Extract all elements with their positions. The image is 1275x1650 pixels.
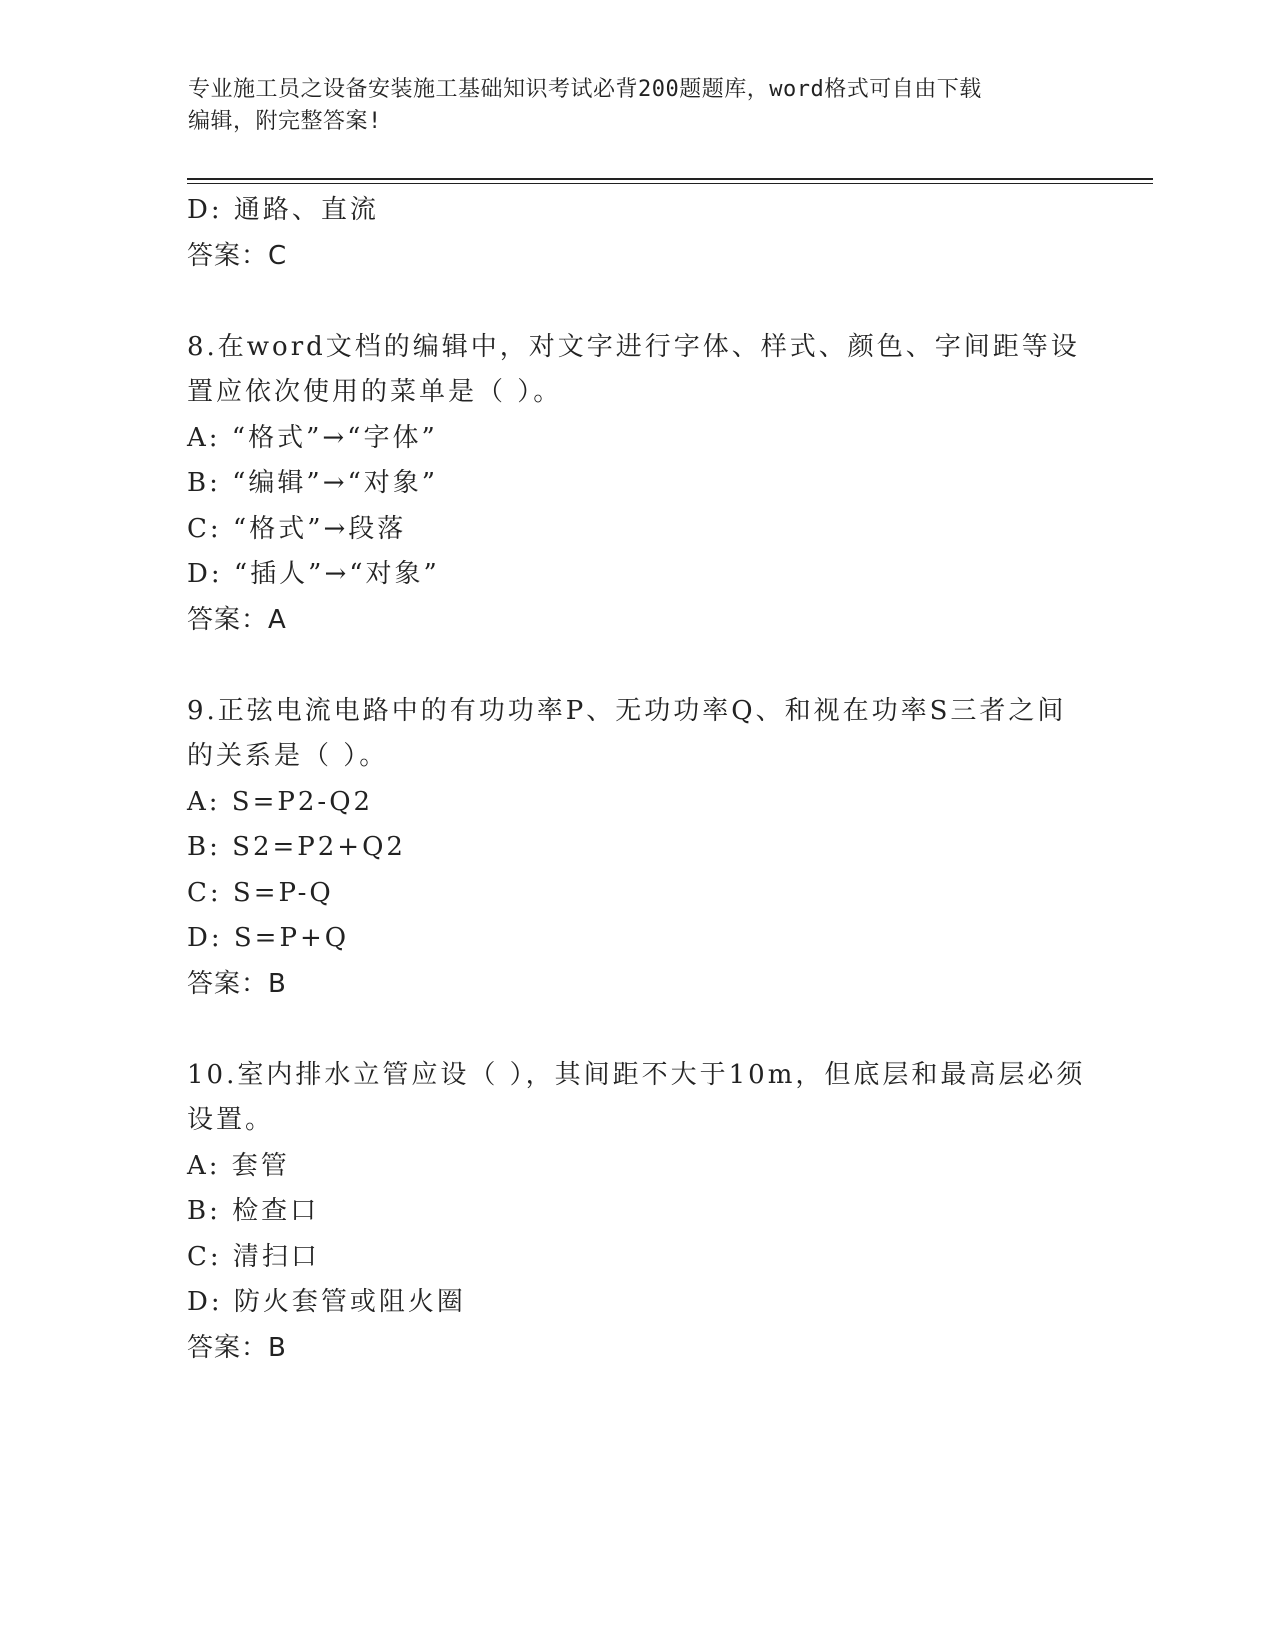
spacer xyxy=(187,279,1087,325)
header-divider-thick xyxy=(187,178,1153,180)
option-d: D: 防火套管或阻火圈 xyxy=(187,1287,466,1317)
answer-line: 答案：C xyxy=(187,240,288,271)
option-b: B: S2=P2+Q2 xyxy=(187,832,406,862)
question-8 xyxy=(187,325,1087,644)
option-b: B: 检查口 xyxy=(187,1196,320,1226)
question-stem-line-1: 8.在word文档的编辑中，对文字进行字体、样式、颜色、字间距等设 xyxy=(187,331,1080,362)
option-c: C: 清扫口 xyxy=(187,1241,320,1272)
previous-question-tail xyxy=(187,188,1087,279)
answer-line: 答案：B xyxy=(187,1332,287,1363)
option-d: D: S=P+Q xyxy=(187,923,350,953)
question-stem-line-1: 9.正弦电流电路中的有功功率P、无功功率Q、和视在功率S三者之间 xyxy=(187,695,1067,726)
header-divider-thin xyxy=(187,183,1153,184)
header-title-line-1: 专业施工员之设备安装施工基础知识考试必背200题题库，word格式可自由下载 xyxy=(188,77,982,102)
option-a: A: S=P2-Q2 xyxy=(187,786,374,817)
option-c: C: “格式”→段落 xyxy=(187,513,407,544)
question-stem-line-1: 10.室内排水立管应设（ ），其间距不大于10m，但底层和最高层必须 xyxy=(187,1059,1086,1090)
option-d: D: “插人”→“对象” xyxy=(187,559,440,589)
question-content xyxy=(187,188,1087,1371)
option-d: D: 通路、直流 xyxy=(187,195,379,225)
option-a: A: 套管 xyxy=(187,1150,290,1181)
question-stem-line-2: 设置。 xyxy=(187,1105,275,1135)
question-stem-line-2: 的关系是（ ）。 xyxy=(187,741,389,771)
question-10 xyxy=(187,1053,1087,1372)
option-a: A: “格式”→“字体” xyxy=(187,422,438,453)
spacer xyxy=(187,1007,1087,1053)
header-title-line-2: 编辑，附完整答案! xyxy=(188,109,382,134)
spacer xyxy=(187,643,1087,689)
document-header xyxy=(188,74,1088,138)
answer-line: 答案：B xyxy=(187,968,287,999)
question-9 xyxy=(187,689,1087,1008)
option-c: C: S=P-Q xyxy=(187,877,334,908)
answer-line: 答案：A xyxy=(187,604,287,635)
question-stem-line-2: 置应依次使用的菜单是（ ）。 xyxy=(187,377,563,407)
option-b: B: “编辑”→“对象” xyxy=(187,468,439,498)
